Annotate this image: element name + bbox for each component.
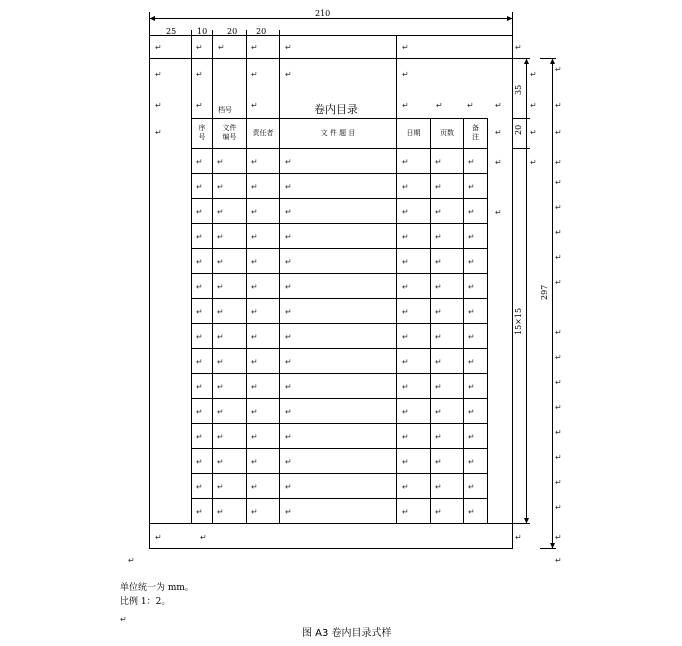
return-mark: ↵ (555, 453, 562, 462)
cell-return-mark: ↵ (402, 507, 409, 517)
cell-return-mark: ↵ (285, 257, 292, 267)
cell-return-mark: ↵ (196, 182, 203, 192)
cell-return-mark: ↵ (196, 407, 203, 417)
cell-return-mark: ↵ (196, 507, 203, 517)
unit-note: 单位统一为 mm。 (120, 583, 194, 593)
cell-return-mark: ↵ (435, 207, 442, 217)
col-pages-header: 页数 (440, 129, 454, 137)
col-remarks-header (464, 124, 487, 142)
cell-return-mark: ↵ (217, 282, 224, 292)
cell-return-mark: ↵ (435, 407, 442, 417)
cell-return-mark: ↵ (468, 157, 475, 167)
cell-return-mark: ↵ (251, 432, 258, 442)
return-mark: ↵ (155, 101, 162, 110)
cell-return-mark: ↵ (251, 507, 258, 517)
cell-return-mark: ↵ (196, 332, 203, 342)
dim-width-label: 210 (315, 9, 331, 18)
cell-return-mark: ↵ (285, 307, 292, 317)
cell-return-mark: ↵ (196, 382, 203, 392)
return-mark: ↵ (555, 328, 562, 337)
return-mark: ↵ (196, 70, 203, 79)
cell-return-mark: ↵ (435, 432, 442, 442)
return-mark: ↵ (555, 478, 562, 487)
cell-return-mark: ↵ (285, 157, 292, 167)
cell-return-mark: ↵ (402, 357, 409, 367)
return-mark: ↵ (155, 128, 162, 137)
cell-return-mark: ↵ (196, 482, 203, 492)
cell-return-mark: ↵ (468, 482, 475, 492)
cell-return-mark: ↵ (217, 382, 224, 392)
cell-return-mark: ↵ (468, 457, 475, 467)
cell-return-mark: ↵ (435, 157, 442, 167)
col-remarks-line1: 备 (472, 124, 479, 132)
return-mark: ↵ (515, 533, 522, 542)
cell-return-mark: ↵ (468, 357, 475, 367)
cell-return-mark: ↵ (402, 157, 409, 167)
return-mark: ↵ (555, 378, 562, 387)
return-mark: ↵ (555, 353, 562, 362)
return-mark: ↵ (402, 43, 409, 52)
dim-fileno-label: 20 (227, 27, 238, 36)
return-mark: ↵ (155, 43, 162, 52)
cell-return-mark: ↵ (435, 382, 442, 392)
cell-return-mark: ↵ (217, 357, 224, 367)
cell-return-mark: ↵ (285, 432, 292, 442)
cell-return-mark: ↵ (196, 207, 203, 217)
cell-return-mark: ↵ (217, 232, 224, 242)
cell-return-mark: ↵ (435, 507, 442, 517)
cell-return-mark: ↵ (402, 182, 409, 192)
return-mark: ↵ (555, 503, 562, 512)
return-mark: ↵ (555, 65, 562, 74)
return-mark: ↵ (436, 101, 443, 110)
cell-return-mark: ↵ (468, 232, 475, 242)
return-mark: ↵ (128, 556, 135, 565)
return-mark: ↵ (196, 43, 203, 52)
cell-return-mark: ↵ (468, 257, 475, 267)
return-mark: ↵ (530, 128, 537, 137)
col-seq-line1: 序 (198, 124, 206, 132)
cell-return-mark: ↵ (402, 207, 409, 217)
col-fileno-line1: 文件 (222, 124, 237, 132)
cell-return-mark: ↵ (435, 282, 442, 292)
col-fileno-line2: 编号 (222, 133, 237, 141)
cell-return-mark: ↵ (196, 282, 203, 292)
cell-return-mark: ↵ (196, 257, 203, 267)
scale-note: 比例 1：2。 (120, 597, 171, 607)
cell-return-mark: ↵ (402, 407, 409, 417)
return-mark: ↵ (251, 70, 258, 79)
catalog-title: 卷内目录 (314, 103, 358, 116)
return-mark: ↵ (555, 253, 562, 262)
cell-return-mark: ↵ (251, 382, 258, 392)
cell-return-mark: ↵ (251, 332, 258, 342)
cell-return-mark: ↵ (435, 307, 442, 317)
return-mark: ↵ (555, 403, 562, 412)
cell-return-mark: ↵ (217, 157, 224, 167)
cell-return-mark: ↵ (435, 257, 442, 267)
cell-return-mark: ↵ (251, 157, 258, 167)
dim-resp-label: 20 (256, 27, 267, 36)
cell-return-mark: ↵ (196, 232, 203, 242)
dim-colhead-height-label: 20 (514, 124, 523, 135)
cell-return-mark: ↵ (196, 157, 203, 167)
return-mark: ↵ (467, 101, 474, 110)
cell-return-mark: ↵ (435, 182, 442, 192)
dim-header-height-label: 35 (514, 84, 523, 95)
cell-return-mark: ↵ (435, 482, 442, 492)
cell-return-mark: ↵ (251, 182, 258, 192)
return-mark: ↵ (200, 533, 207, 542)
return-mark: ↵ (251, 43, 258, 52)
cell-return-mark: ↵ (251, 232, 258, 242)
cell-return-mark: ↵ (251, 357, 258, 367)
cell-return-mark: ↵ (285, 482, 292, 492)
return-mark: ↵ (495, 158, 502, 167)
cell-return-mark: ↵ (435, 357, 442, 367)
cell-return-mark: ↵ (402, 282, 409, 292)
cell-return-mark: ↵ (402, 307, 409, 317)
cell-return-mark: ↵ (435, 332, 442, 342)
col-seq-line2: 号 (198, 133, 206, 141)
return-mark: ↵ (196, 101, 203, 110)
cell-return-mark: ↵ (196, 457, 203, 467)
cell-return-mark: ↵ (468, 382, 475, 392)
file-number-label: 档号 (218, 106, 232, 114)
cell-return-mark: ↵ (285, 282, 292, 292)
cell-return-mark: ↵ (217, 407, 224, 417)
cell-return-mark: ↵ (217, 507, 224, 517)
return-mark: ↵ (251, 101, 258, 110)
cell-return-mark: ↵ (285, 232, 292, 242)
return-mark: ↵ (495, 208, 502, 217)
cell-return-mark: ↵ (285, 182, 292, 192)
return-mark: ↵ (555, 278, 562, 287)
return-mark: ↵ (285, 43, 292, 52)
dim-page-height-label: 297 (540, 284, 549, 300)
cell-return-mark: ↵ (251, 457, 258, 467)
cell-return-mark: ↵ (285, 207, 292, 217)
cell-return-mark: ↵ (285, 382, 292, 392)
return-mark: ↵ (555, 428, 562, 437)
cell-return-mark: ↵ (402, 232, 409, 242)
cell-return-mark: ↵ (468, 507, 475, 517)
figure-caption: 图 A3 卷内目录式样 (302, 628, 392, 639)
cell-return-mark: ↵ (251, 207, 258, 217)
return-mark: ↵ (155, 533, 162, 542)
col-responsible-header: 责任者 (252, 129, 274, 137)
return-mark: ↵ (495, 128, 502, 137)
cell-return-mark: ↵ (468, 182, 475, 192)
return-mark: ↵ (285, 70, 292, 79)
col-title-header: 文 件 题 目 (320, 129, 356, 137)
col-remarks-line2: 注 (472, 133, 479, 141)
cell-return-mark: ↵ (435, 232, 442, 242)
cell-return-mark: ↵ (196, 307, 203, 317)
cell-return-mark: ↵ (402, 257, 409, 267)
cell-return-mark: ↵ (468, 432, 475, 442)
cell-return-mark: ↵ (217, 432, 224, 442)
return-mark: ↵ (555, 101, 562, 110)
cell-return-mark: ↵ (251, 482, 258, 492)
cell-return-mark: ↵ (251, 282, 258, 292)
dim-seq-label: 10 (197, 27, 208, 36)
return-mark: ↵ (555, 228, 562, 237)
cell-return-mark: ↵ (217, 482, 224, 492)
return-mark: ↵ (120, 615, 127, 624)
cell-return-mark: ↵ (402, 332, 409, 342)
return-mark: ↵ (555, 203, 562, 212)
return-mark: ↵ (530, 101, 537, 110)
cell-return-mark: ↵ (468, 407, 475, 417)
return-mark: ↵ (555, 158, 562, 167)
cell-return-mark: ↵ (217, 457, 224, 467)
cell-return-mark: ↵ (251, 257, 258, 267)
dim-margin-label: 25 (166, 27, 177, 36)
cell-return-mark: ↵ (402, 382, 409, 392)
cell-return-mark: ↵ (468, 207, 475, 217)
return-mark: ↵ (515, 43, 522, 52)
cell-return-mark: ↵ (435, 457, 442, 467)
return-mark: ↵ (155, 70, 162, 79)
col-date-header: 日期 (406, 129, 421, 137)
col-seq-header (192, 124, 212, 142)
cell-return-mark: ↵ (402, 432, 409, 442)
cell-return-mark: ↵ (217, 332, 224, 342)
cell-return-mark: ↵ (402, 482, 409, 492)
cell-return-mark: ↵ (217, 307, 224, 317)
cell-return-mark: ↵ (285, 332, 292, 342)
cell-return-mark: ↵ (402, 457, 409, 467)
return-mark: ↵ (555, 533, 562, 542)
cell-return-mark: ↵ (468, 332, 475, 342)
return-mark: ↵ (530, 158, 537, 167)
return-mark: ↵ (555, 178, 562, 187)
cell-return-mark: ↵ (196, 432, 203, 442)
cell-return-mark: ↵ (196, 357, 203, 367)
col-fileno-header (213, 124, 246, 142)
cell-return-mark: ↵ (285, 357, 292, 367)
cell-return-mark: ↵ (285, 457, 292, 467)
cell-return-mark: ↵ (285, 407, 292, 417)
cell-return-mark: ↵ (217, 182, 224, 192)
cell-return-mark: ↵ (251, 407, 258, 417)
return-mark: ↵ (402, 101, 409, 110)
cell-return-mark: ↵ (251, 307, 258, 317)
return-mark: ↵ (495, 101, 502, 110)
return-mark: ↵ (555, 556, 562, 565)
cell-return-mark: ↵ (217, 207, 224, 217)
cell-return-mark: ↵ (468, 307, 475, 317)
return-mark: ↵ (555, 128, 562, 137)
return-mark: ↵ (530, 70, 537, 79)
cell-return-mark: ↵ (217, 257, 224, 267)
dim-rows-label: 15×15 (514, 307, 523, 335)
table-frame (192, 119, 488, 524)
cell-return-mark: ↵ (285, 507, 292, 517)
return-mark: ↵ (402, 70, 409, 79)
return-mark: ↵ (218, 43, 225, 52)
cell-return-mark: ↵ (468, 282, 475, 292)
